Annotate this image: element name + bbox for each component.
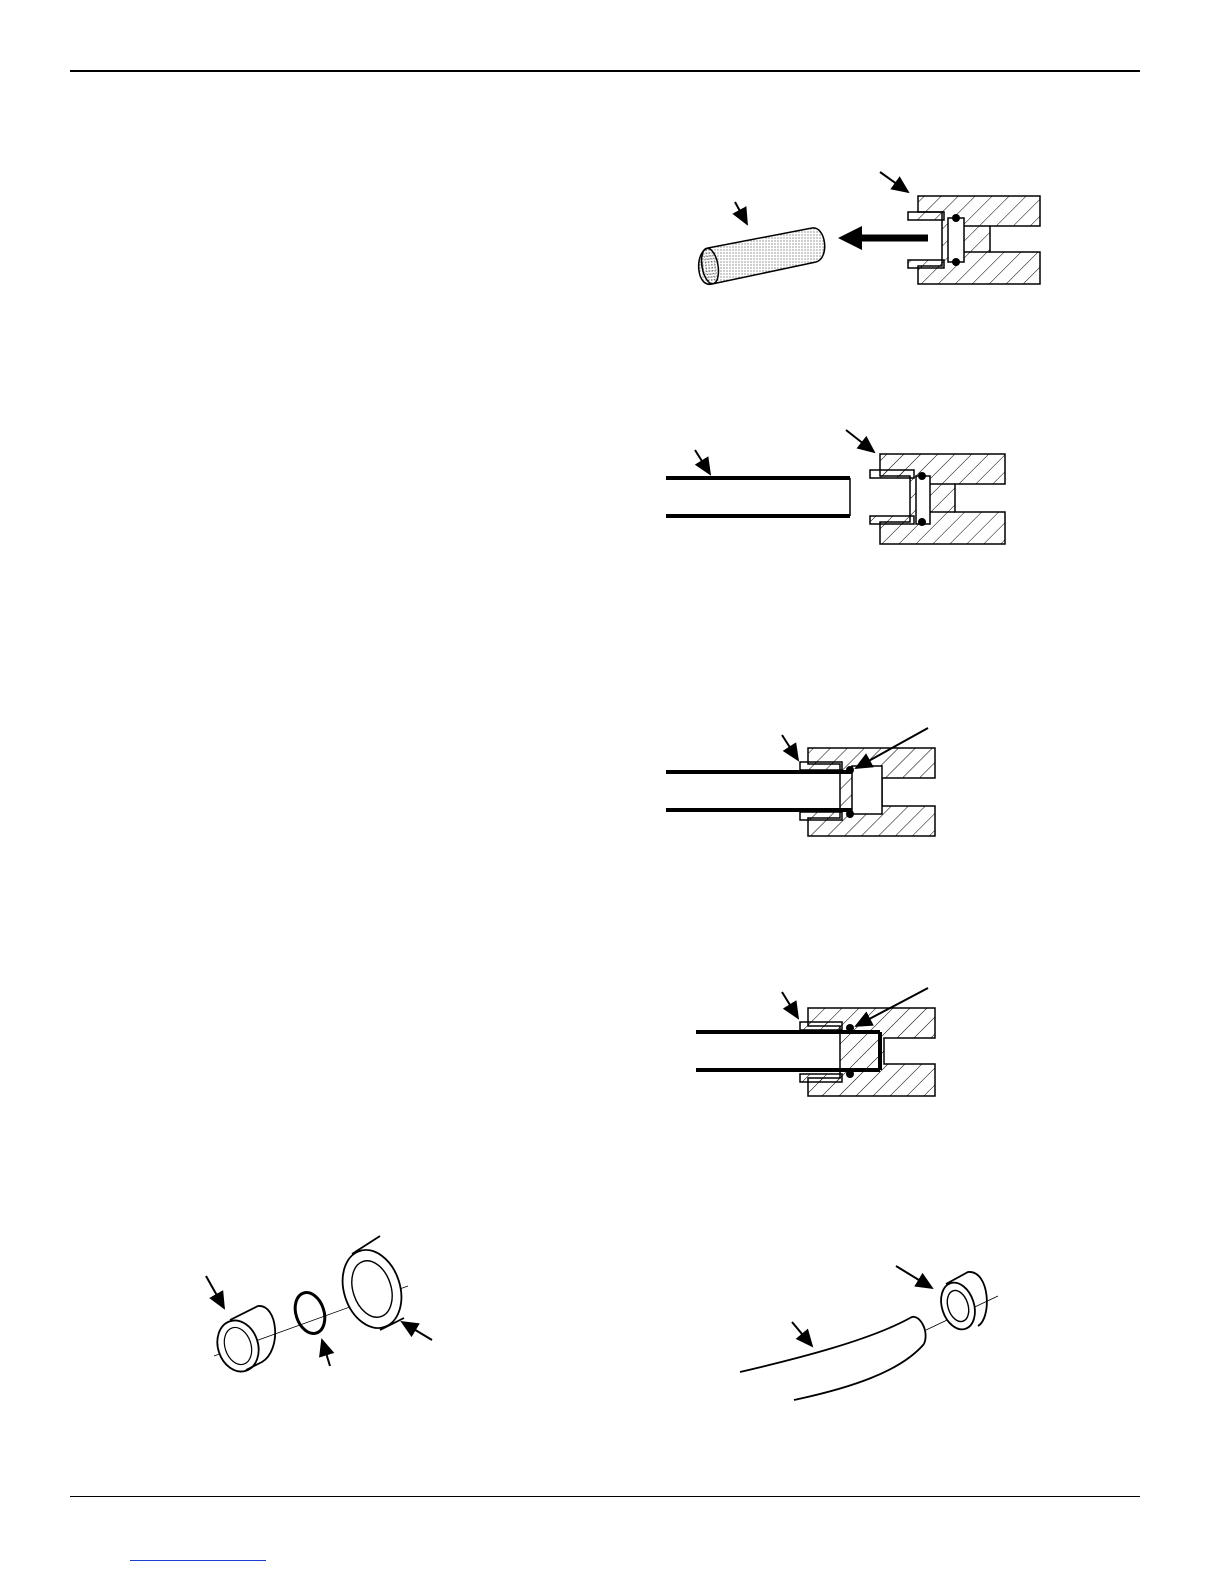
figure-tube-partially-inserted [666,728,935,836]
push-in-fitting-icon [800,1008,935,1096]
fitting-pointer-arrow [846,430,874,452]
collet-pointer-arrow [206,1276,224,1308]
figure-filter-removal [699,172,1040,285]
tube-pointer-arrow [792,1322,812,1346]
tube-icon [666,772,852,810]
removal-direction-arrow-icon [838,226,928,250]
fitting-pointer-arrow [896,1266,932,1288]
figure-fitting-exploded [206,1236,432,1377]
figure-tube-before-insertion [666,430,1005,544]
fitting-body-pointer-arrow [402,1322,432,1340]
fitting-pointer-arrow [880,172,908,192]
filter-pointer-arrow [735,202,747,224]
fitting-body-icon [333,1236,411,1336]
tube-icon [666,478,850,516]
o-ring-pointer-arrow [322,1340,330,1366]
figure-tube-fully-inserted [696,988,935,1096]
collet-pointer-arrow [782,992,798,1018]
figure-tube-and-fitting [740,1266,998,1400]
collet-pointer-arrow [782,735,798,760]
push-in-fitting-icon [870,454,1005,544]
flexible-tube-icon [740,1317,926,1400]
tube-pointer-arrow [695,450,710,474]
filter-cartridge-icon [699,228,825,285]
o-ring-icon [290,1289,330,1338]
fitting-icon [935,1272,987,1334]
collet-icon [211,1306,275,1377]
